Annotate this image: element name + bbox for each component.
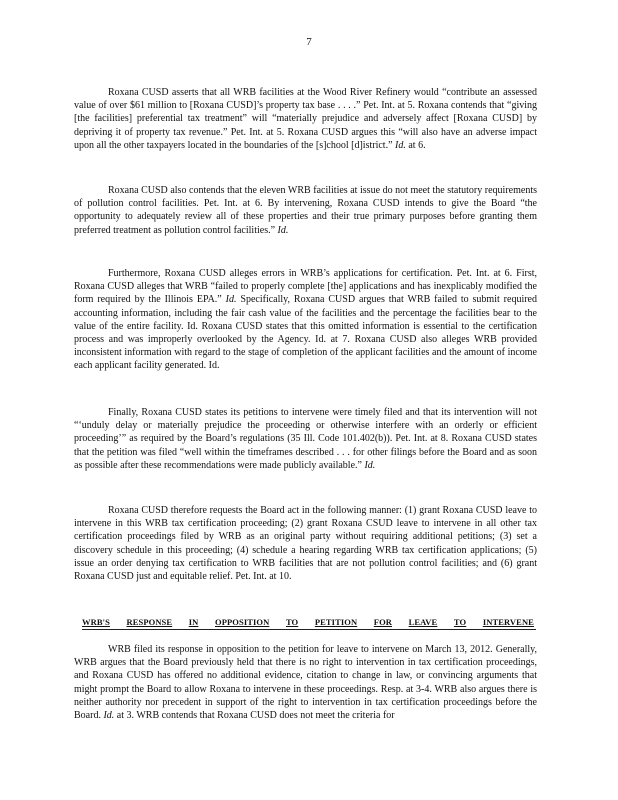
paragraph-statutory-requirements: Roxana CUSD also contends that the eleven WRB facilities at issue do not meet the statutory requirements of pollution control facilities. Pet. Int. at 6. By intervening, Roxana CUSD intends to give the Board “the opportunity to adequately review all of these properties and their true primary purposes before granting them preferred treatment as pollution control facilities.” Id. <box>74 185 537 236</box>
paragraph-application-errors: Furthermore, Roxana CUSD alleges errors in WRB’s applications for certification. Pet. Int. at 6. First, Roxana CUSD alleges that WRB “failed to properly complete [the] applications and has inexplicably modified the form required by the Illinois EPA.” Id. Specifically, Roxana CUSD argues that WRB failed to submit required accounting information, including the fair cash value of the facilities and the percentage the facilities bear to the value of the entire facility. Id. Roxana CUSD states that this omitted information is essential to the certification process and was improperly overlooked by the Agency. Id. at 7. Roxana CUSD also alleges WRB provided inconsistent information with regard to the stage of completion of the applicant facilities and the amount of income each applicant facility generated. Id. <box>74 268 537 372</box>
paragraph-wrb-response: WRB filed its response in opposition to the petition for leave to intervene on March 13, 2012. Generally, WRB argues that the Board previously held that there is no right to intervention in tax certification proceedings, and Roxana CUSD has offered no additional evidence, citation to change in law, or convincing arguments that might prompt the Board to allow Roxana to intervene in these proceedings. Resp. at 3-4. WRB also argues there is neither authority nor precedent in support of the right to intervention in tax certification proceedings before the Board. Id. at 3. WRB contends that Roxana CUSD does not meet the criteria for <box>74 644 537 722</box>
heading-rule <box>82 629 536 630</box>
page-number: 7 <box>306 36 312 48</box>
paragraph-requested-relief: Roxana CUSD therefore requests the Board act in the following manner: (1) grant Roxana CUSD leave to intervene in this WRB tax certification proceeding; (2) grant Roxana CSUD leave to intervene in all other tax certification proceedings filed by WRB as an original party without requiring additional petitions; (3) set a discovery schedule in this proceeding; (4) schedule a hearing regarding WRB tax certification applications; (5) issue an order denying tax certification to WRB facilities that are not pollution control facilities; and (6) grant Roxana CUSD just and equitable relief. Pet. Int. at 10. <box>74 505 537 583</box>
paragraph-interest-assertion: Roxana CUSD asserts that all WRB facilities at the Wood River Refinery would “contribute an assessed value of over $61 million to [Roxana CUSD]’s property tax base . . . .” Pet. Int. at 5. Roxana contends that “giving [the facilities] preferential tax treatment” will “materially prejudice and adversely affect [Roxana CUSD] by depriving it of property tax revenue.” Pet. Int. at 5. Roxana CUSD argues this “will also have an adverse impact upon all the other taxpayers located in the boundaries of the [s]chool [d]istrict.” Id. at 6. <box>74 87 537 151</box>
section-heading: WRB'S RESPONSE IN OPPOSITION TO PETITION FOR LEAVE TO INTERVENE <box>82 617 534 627</box>
paragraph-timely-filing: Finally, Roxana CUSD states its petitions to intervene were timely filed and that its intervention will not “‘unduly delay or materially prejudice the proceeding or otherwise interfere with an orderly or efficient proceeding’” as required by the Board’s regulations (35 Ill. Code 101.402(b)). Pet. Int. at 8. Roxana CUSD states that the petition was filed “well within the timeframes described . . . for other filings before the Board and as soon as possible after these recommendations were made publicly available.” Id. <box>74 407 537 471</box>
